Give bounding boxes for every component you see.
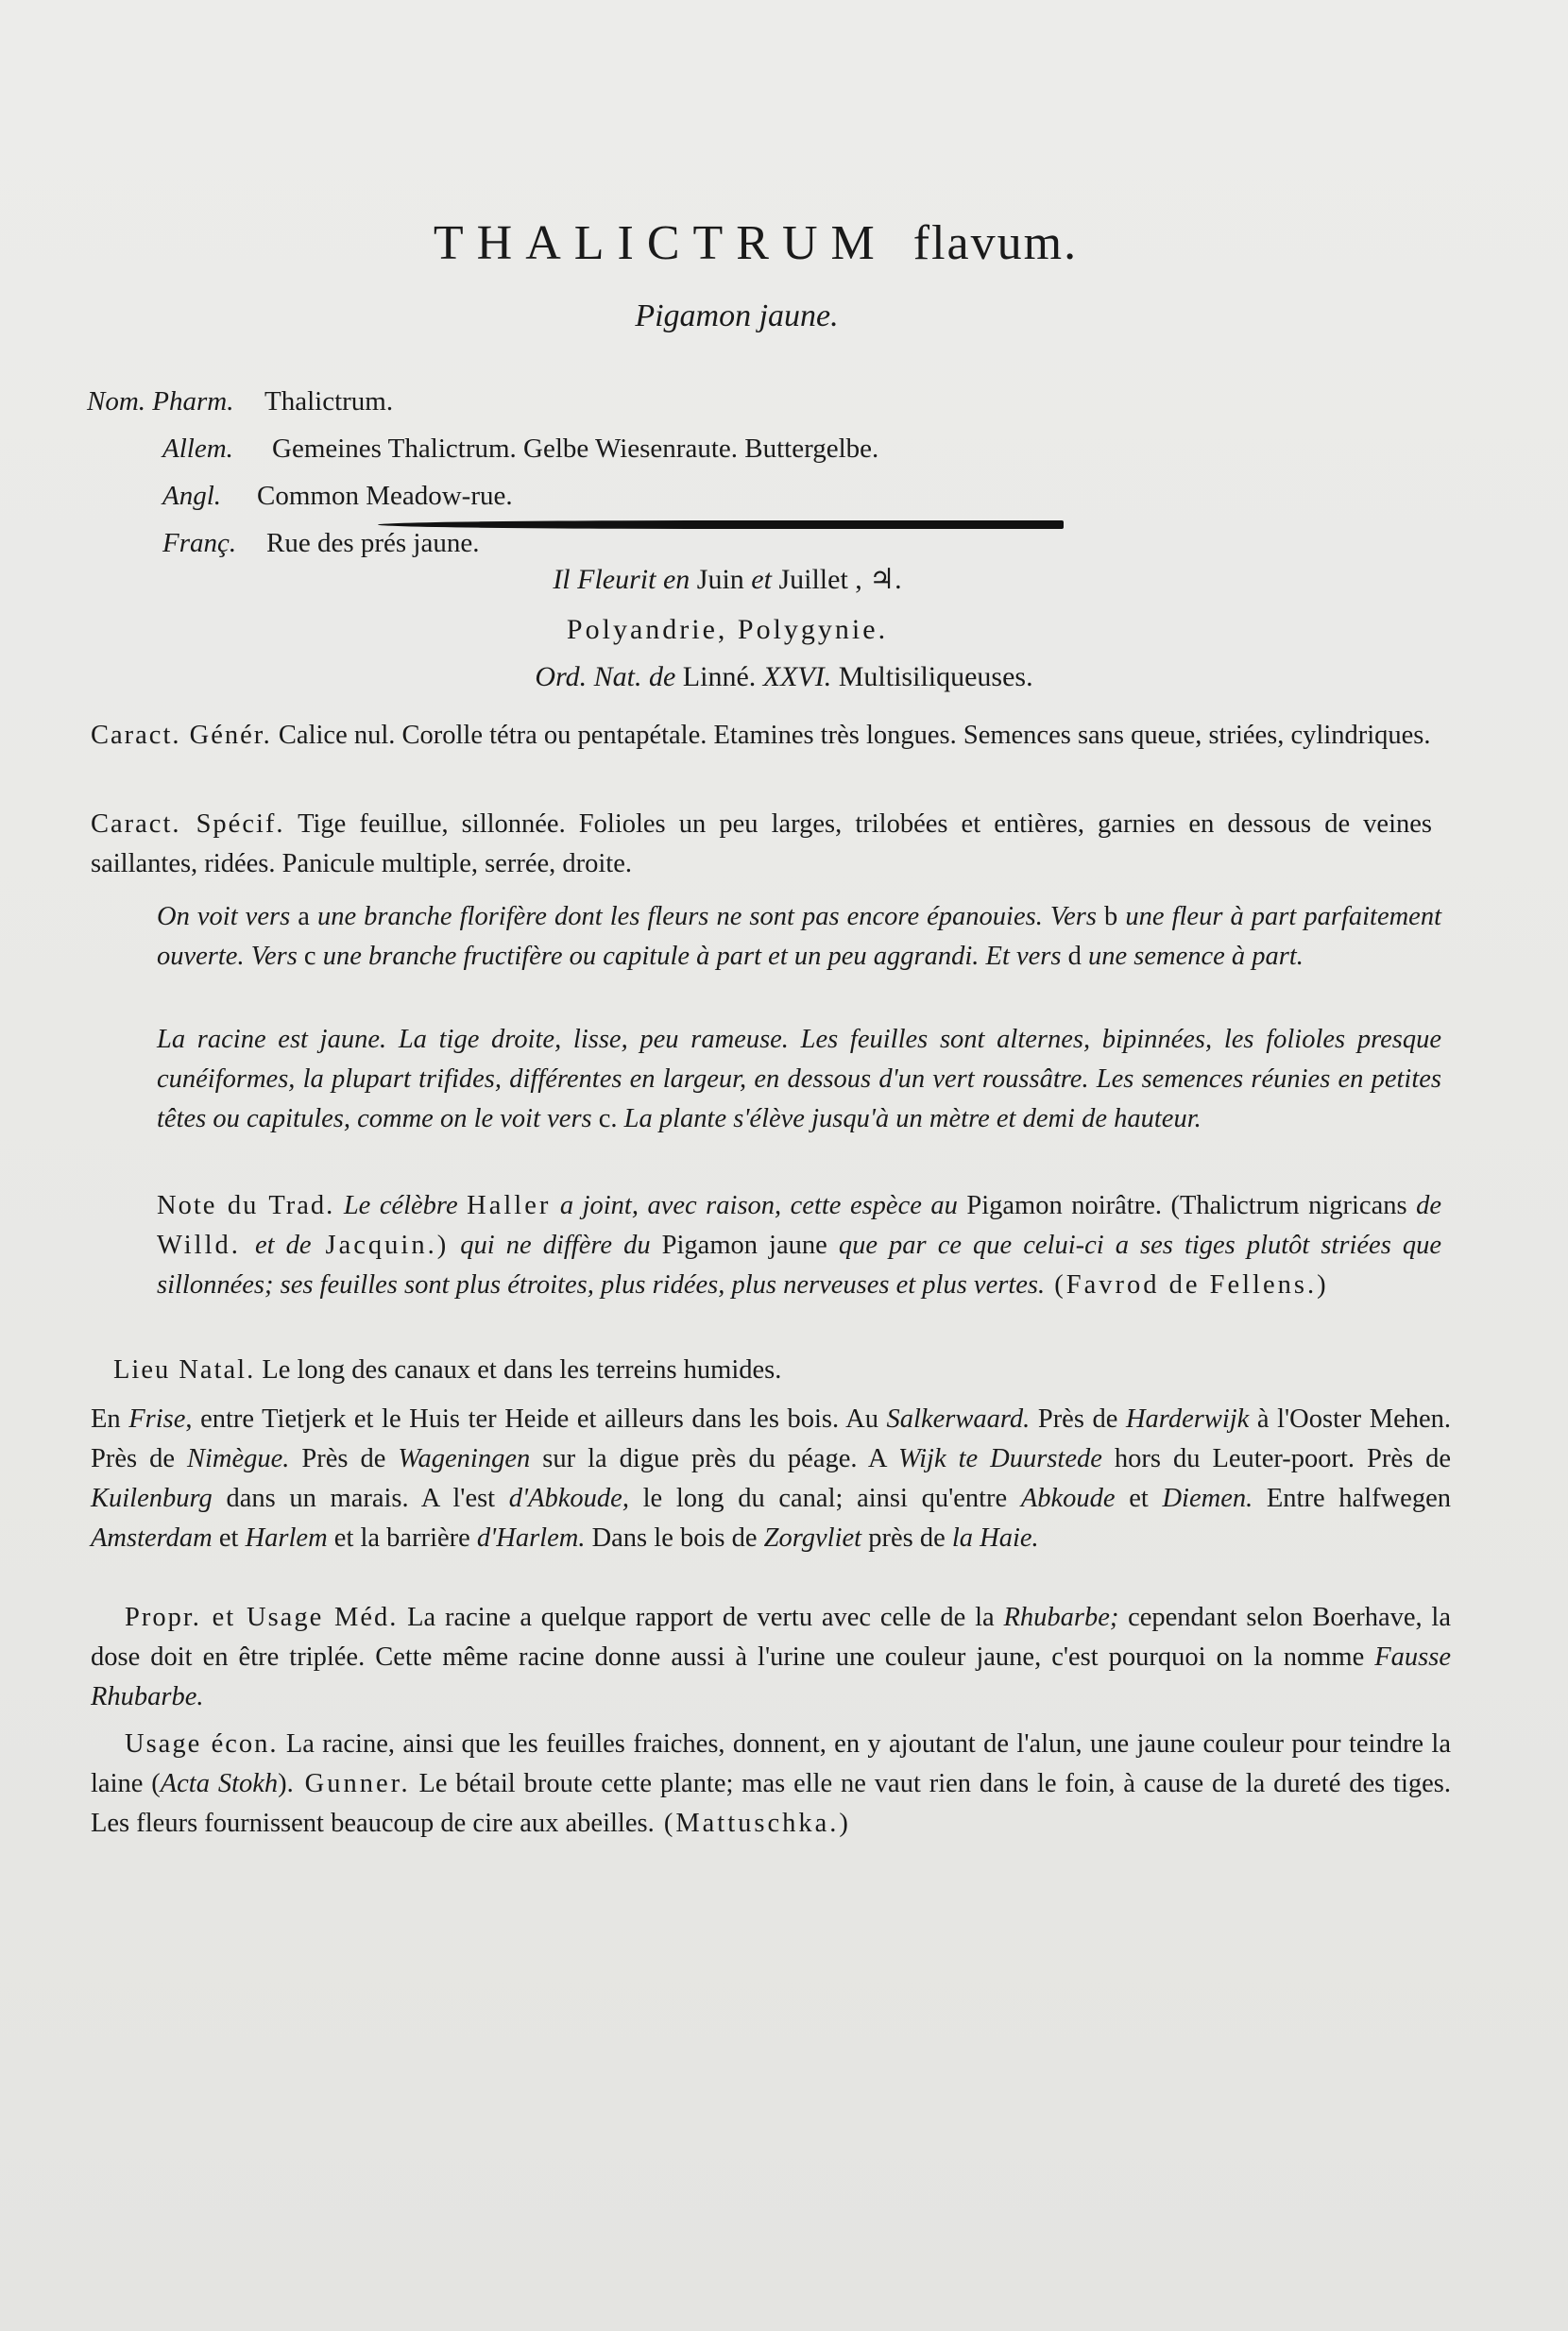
text-run: Pigamon noirâtre. [966, 1191, 1162, 1220]
genus-name: THALICTRUM [433, 216, 888, 270]
place-name: d'Harlem. [476, 1523, 586, 1553]
text-run: Pigamon jaune [661, 1231, 827, 1260]
figure-letter: b [1097, 902, 1126, 931]
section-lead: Note du Trad. [157, 1191, 335, 1220]
localities [91, 1400, 1451, 1558]
text-run: La racine est jaune. La tige droite, lisse, peu rameuse. Les feuilles sont alternes, bipinnées, les folioles presque cunéiformes, la plupart trifides, différentes en largeur, en dessous d'un vert roussâtre. Les semences réunies en petites têtes ou capitules, comme on le voit vers [157, 1025, 1441, 1133]
flowering-line [0, 563, 1455, 596]
author-name: Willd. [157, 1231, 255, 1260]
flowering-month: Juillet , ♃. [771, 564, 902, 595]
text-run: une branche fructifère ou capitule à part et un peu aggrandi. Et vers [322, 942, 1062, 971]
place-name: Salkerwaard. [886, 1404, 1031, 1434]
section-lead: Caract. Spécif. [91, 809, 285, 839]
section-lead: Propr. et Usage Méd. [125, 1603, 399, 1632]
order-author: Linné. [675, 661, 763, 692]
place-name: Harderwijk [1125, 1404, 1250, 1434]
text-run: dans un marais. A l'est [212, 1484, 509, 1513]
common-names [87, 378, 878, 567]
place-name: la Haie. [951, 1523, 1039, 1553]
author-name: Gunner. [293, 1769, 411, 1798]
name-value: Thalictrum. [264, 386, 394, 417]
text-run: Rhubarbe; [1003, 1603, 1119, 1632]
text-run: de [1416, 1191, 1441, 1220]
economic-use [91, 1725, 1451, 1844]
text-run: Près de [1030, 1404, 1126, 1434]
page-title [0, 215, 1511, 271]
place-name: Nimègue. [186, 1444, 290, 1473]
text-run: a joint, avec raison, cette espèce au [551, 1191, 967, 1220]
flowering-text: et [751, 564, 772, 595]
text-run: sur la digue près du péage. A [530, 1444, 898, 1473]
text-run: et [1115, 1484, 1163, 1513]
figure-letter: c [297, 942, 323, 971]
section-lead: Lieu Natal. [113, 1355, 256, 1385]
text-run: hors du Leuter-poort. Près de [1101, 1444, 1452, 1473]
figure-explanation [157, 897, 1441, 977]
text-run: qui ne diffère du [449, 1231, 662, 1260]
name-label: Angl. [162, 481, 222, 511]
figure-letter: d [1061, 942, 1088, 971]
text-run: que par ce que celui-ci a ses tiges plutôt striées que sillonnées; ses feuilles sont plus étroites, plus ridées, plus nerveuses et plus vertes. [157, 1231, 1442, 1300]
text-run: Acta Stokh [160, 1769, 279, 1798]
text-run: Fausse Rhubarbe. [91, 1642, 1451, 1711]
text-run: et de [254, 1231, 312, 1260]
text-run: Près de [289, 1444, 399, 1473]
name-label: Franç. [162, 528, 237, 558]
text-run: ). [278, 1769, 294, 1798]
species-name: flavum. [912, 216, 1079, 270]
name-value: Common Meadow-rue. [257, 481, 513, 511]
place-name: Kuilenburg [91, 1484, 213, 1513]
name-value: Gemeines Thalictrum. Gelbe Wiesenraute. Buttergelbe. [272, 434, 879, 464]
text-run: La racine a quelque rapport de vertu avec celle de la [398, 1603, 1004, 1632]
order-number: XXVI. [762, 661, 832, 692]
place-name: Wijk te Duurstede [897, 1444, 1102, 1473]
divider-rule [378, 520, 1064, 529]
medical-use [91, 1598, 1451, 1717]
text-run: , entre Tietjerk et le Huis ter Heide et ailleurs dans les bois. Au [185, 1404, 887, 1434]
text-run: En [91, 1404, 129, 1434]
flowering-text: Il Fleurit en [553, 564, 690, 595]
name-row-allem [87, 425, 878, 472]
order-label: Ord. Nat. de [535, 661, 676, 692]
author-name: Jacquin.) [311, 1231, 450, 1260]
text-run: Le célèbre [334, 1191, 468, 1220]
flowering-month: Juin [690, 564, 752, 595]
natural-order [0, 661, 1511, 693]
author-name: (Favrod de Fellens.) [1045, 1270, 1329, 1300]
page-subtitle: Pigamon jaune. [635, 298, 839, 333]
figure-letter: c. [591, 1104, 618, 1133]
text-run: Dans le bois de [585, 1523, 764, 1553]
section-text: Calice nul. Corolle tétra ou pentapétale. Etamines très longues. Semences sans queue, striées, cylindriques. [271, 721, 1431, 750]
habitat [113, 1351, 1445, 1390]
place-name: Zorgvliet [763, 1523, 862, 1553]
name-label: Nom. Pharm. [87, 386, 234, 417]
text-run: Entre halfwegen [1253, 1484, 1451, 1513]
name-label: Allem. [162, 434, 233, 464]
section-lead: Caract. Génér. [91, 721, 272, 750]
text-run: On voit vers [157, 902, 291, 931]
text-run: La plante s'élève jusqu'à un mètre et demi de hauteur. [617, 1104, 1202, 1133]
order-family: Multisiliqueuses. [831, 661, 1033, 692]
translator-note [157, 1186, 1441, 1305]
author-name: Haller [467, 1191, 552, 1220]
generic-character [91, 716, 1432, 756]
text-run: La racine, ainsi que les feuilles fraiches, donnent, en y ajoutant de l'alun, une jaune couleur pour teindre la laine ( [91, 1729, 1451, 1798]
text-run: une semence à part. [1087, 942, 1304, 971]
place-name: Diemen. [1162, 1484, 1253, 1513]
place-name: Frise [128, 1404, 186, 1434]
text-run: le long du canal; ainsi qu'entre [628, 1484, 1021, 1513]
place-name: Wageningen [398, 1444, 531, 1473]
place-name: Harlem [245, 1523, 328, 1553]
section-lead: Usage écon. [125, 1729, 279, 1759]
plant-description [157, 1020, 1441, 1139]
text-run: près de [861, 1523, 952, 1553]
author-name: (Mattuschka.) [654, 1809, 851, 1838]
text-run: une branche florifère dont les fleurs ne sont pas encore épanouies. Vers [316, 902, 1097, 931]
section-text: Tige feuillue, sillonnée. Folioles un peu larges, trilobées et entières, garnies en dessous de veines saillantes, ridées. Panicule multiple, serrée, droite. [91, 809, 1432, 878]
text-run: une fleur à part parfaitement ouverte. Vers [157, 902, 1441, 971]
text-run: et la barrière [327, 1523, 477, 1553]
specific-character [91, 805, 1432, 884]
section-text: Le long des canaux et dans les terreins humides. [255, 1355, 782, 1385]
text-run: (Thalictrum nigricans [1161, 1191, 1417, 1220]
name-row-pharm [87, 378, 878, 425]
figure-letter: a [290, 902, 317, 931]
text-run: et [212, 1523, 246, 1553]
text-run: Le bétail broute cette plante; mas elle ne vaut rien dans le foin, à cause de la dureté des tiges. Les fleurs fournissent beaucoup de cire aux abeilles. [91, 1769, 1451, 1838]
name-value: Rue des prés jaune. [266, 528, 480, 558]
name-row-angl [87, 472, 878, 519]
linnaean-class: Polyandrie, Polygynie. [566, 614, 889, 645]
text-run: cependant selon Boerhave, la dose doit en être triplée. Cette même racine donne aussi à l'urine une couleur jaune, c'est pourquoi on la nomme [91, 1603, 1451, 1672]
place-name: Abkoude [1020, 1484, 1116, 1513]
place-name: d'Abkoude, [508, 1484, 629, 1513]
text-run: à l'Ooster Mehen. Près de [91, 1404, 1451, 1473]
place-name: Amsterdam [91, 1523, 213, 1553]
